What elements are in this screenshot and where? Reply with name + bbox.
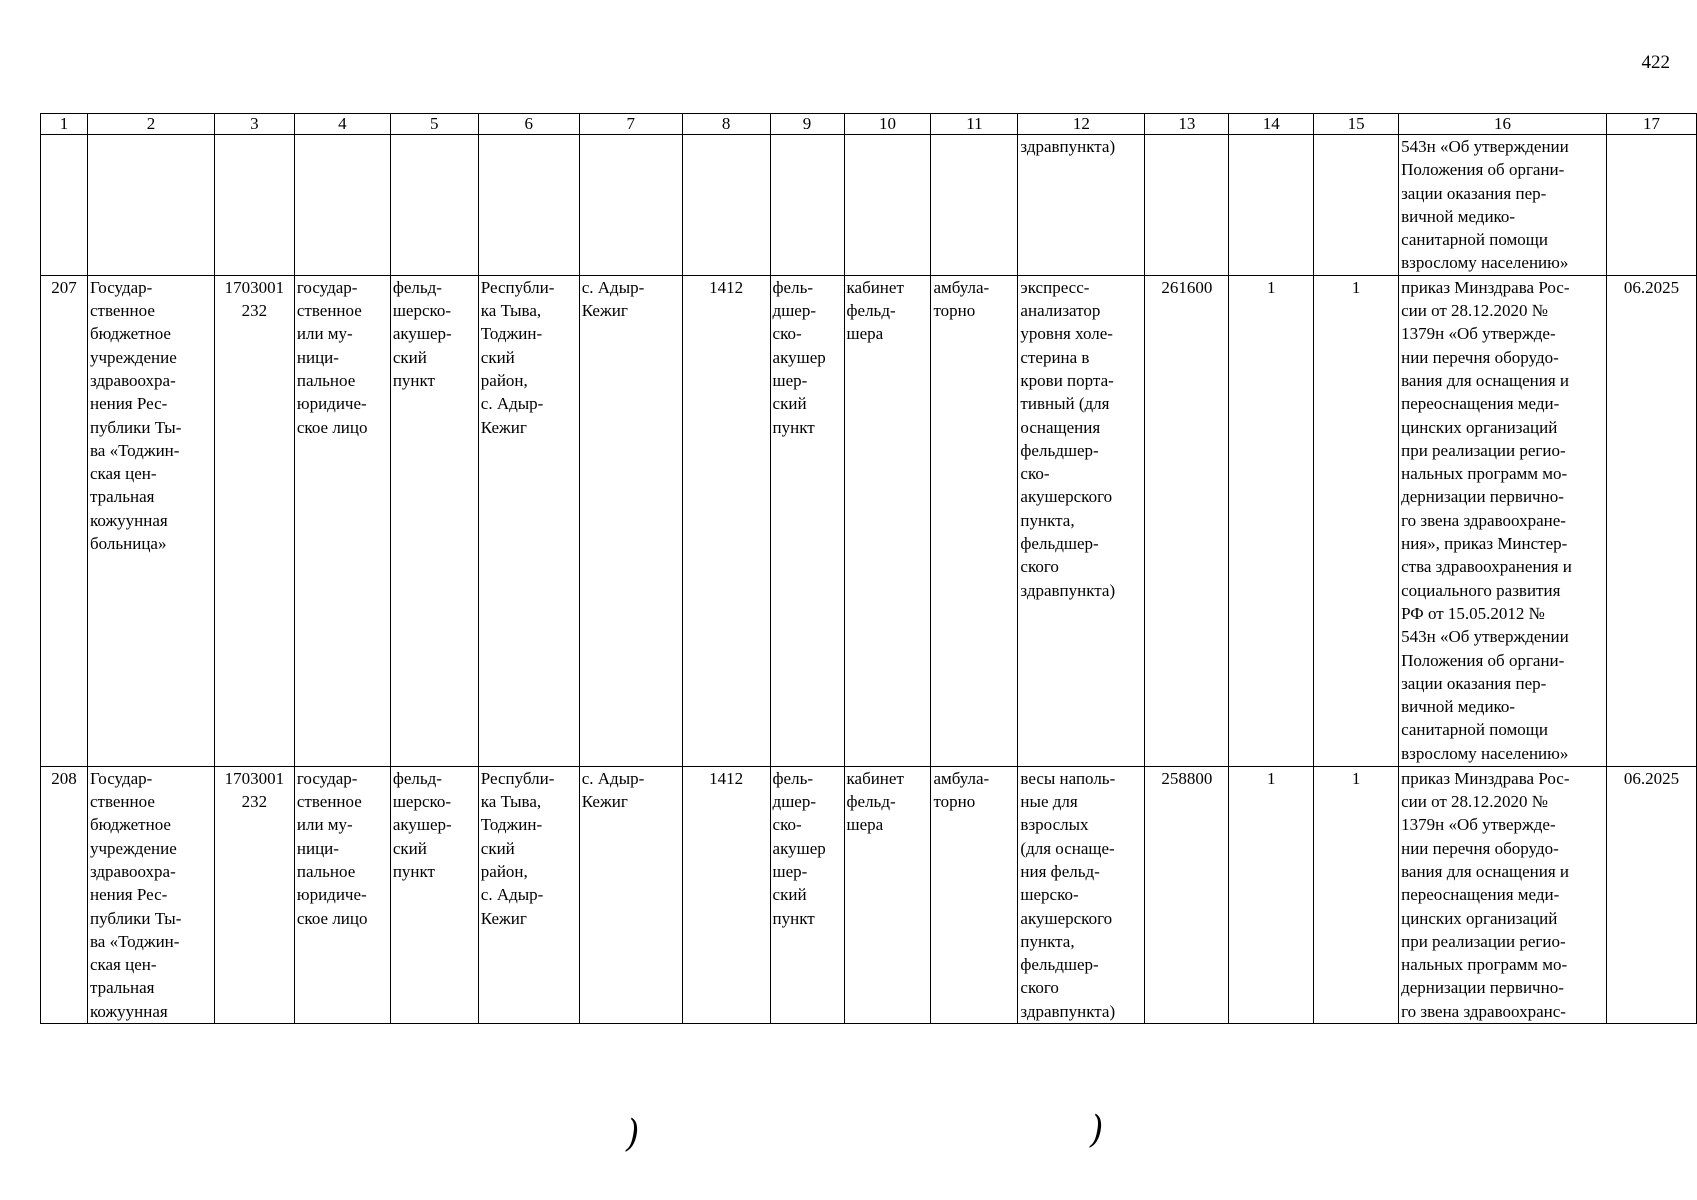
column-number: 17	[1606, 114, 1696, 135]
column-number: 16	[1399, 114, 1607, 135]
column-number: 10	[844, 114, 931, 135]
care-type-cell: амбула- торно	[931, 766, 1018, 1023]
legal-form-cell: государ- ственное или му- ници- пальное юридиче- ское лицо	[294, 275, 390, 766]
row-number-cell: 207	[41, 275, 88, 766]
column-number: 6	[478, 114, 579, 135]
room-cell: кабинет фельд- шера	[844, 275, 931, 766]
quantity-cell: 1	[1229, 766, 1314, 1023]
unit-cell: фель- дшер- ско- акушер шер- ский пункт	[770, 766, 844, 1023]
page-number: 422	[1641, 52, 1670, 73]
legal-form-cell: государ- ственное или му- ници- пальное юридиче- ское лицо	[294, 766, 390, 1023]
organization-cell: Государ- ственное бюджетное учреждение здравоохра- нения Рес- публики Ты- ва «Тоджин- ская цен- тральная кожуунная больница»	[87, 275, 214, 766]
table-row	[41, 275, 1697, 766]
equipment-cell: здравпункта)	[1018, 135, 1145, 276]
continuation-row	[41, 135, 1697, 276]
address-cell: Республи- ка Тыва, Тоджин- ский район, с. Адыр- Кежиг	[478, 275, 579, 766]
scan-mark: )	[1090, 1108, 1104, 1152]
legal-basis-cell: 543н «Об утверждении Положения об органи- зации оказания пер- вичной медико- санитарной помощи взрослому населению»	[1399, 135, 1607, 276]
column-number: 7	[579, 114, 682, 135]
column-number: 1	[41, 114, 88, 135]
price-cell: 258800	[1145, 766, 1229, 1023]
column-number: 8	[682, 114, 770, 135]
locality-cell: с. Адыр- Кежиг	[579, 275, 682, 766]
column-number: 5	[390, 114, 478, 135]
organization-cell: Государ- ственное бюджетное учреждение здравоохра- нения Рес- публики Ты- ва «Тоджин- ская цен- тральная кожуунная	[87, 766, 214, 1023]
locality-cell: с. Адыр- Кежиг	[579, 766, 682, 1023]
column-number: 9	[770, 114, 844, 135]
table-row	[41, 766, 1697, 1023]
care-type-cell: амбула- торно	[931, 275, 1018, 766]
column-8-cell: 1412	[682, 766, 770, 1023]
address-cell: Республи- ка Тыва, Тоджин- ский район, с. Адыр- Кежиг	[478, 766, 579, 1023]
column-number: 3	[214, 114, 294, 135]
quantity-cell: 1	[1314, 766, 1399, 1023]
date-cell: 06.2025	[1606, 766, 1696, 1023]
column-number: 12	[1018, 114, 1145, 135]
room-cell: кабинет фельд- шера	[844, 766, 931, 1023]
code-cell: 1703001 232	[214, 275, 294, 766]
column-number-row	[41, 114, 1697, 135]
equipment-cell: экспресс- анализатор уровня холе- стерина в крови порта- тивный (для оснащения фельдшер- ско- акушерского пункта, фельдшер- ского здравпункта)	[1018, 275, 1145, 766]
column-number: 13	[1145, 114, 1229, 135]
price-cell: 261600	[1145, 275, 1229, 766]
equipment-table-container	[40, 113, 1697, 1024]
code-cell: 1703001 232	[214, 766, 294, 1023]
column-number: 11	[931, 114, 1018, 135]
legal-basis-cell: приказ Минздрава Рос- сии от 28.12.2020 № 1379н «Об утвержде- нии перечня оборудо- вания для оснащения и переоснащения меди- цинских организаций при реализации регио- нальных программ мо- дернизации первично- го звена здравоохранс-	[1399, 766, 1607, 1023]
row-number-cell: 208	[41, 766, 88, 1023]
column-number: 15	[1314, 114, 1399, 135]
legal-basis-cell: приказ Минздрава Рос- сии от 28.12.2020 № 1379н «Об утвержде- нии перечня оборудо- вания для оснащения и переоснащения меди- цинских организаций при реализации регио- нальных программ мо- дернизации первично- го звена здравоохране- ния», приказ Минстер- ства здравоохранения и социального развития РФ от 15.05.2012 № 543н «Об утверждении Положения об органи- зации оказания пер- вичной медико- санитарной помощи взрослому населению»	[1399, 275, 1607, 766]
quantity-cell: 1	[1229, 275, 1314, 766]
quantity-cell: 1	[1314, 275, 1399, 766]
date-cell: 06.2025	[1606, 275, 1696, 766]
unit-cell: фель- дшер- ско- акушер шер- ский пункт	[770, 275, 844, 766]
column-number: 2	[87, 114, 214, 135]
equipment-cell: весы наполь- ные для взрослых (для оснаще- ния фельд- шерско- акушерского пункта, фельдшер- ского здравпункта)	[1018, 766, 1145, 1023]
column-8-cell: 1412	[682, 275, 770, 766]
column-number: 4	[294, 114, 390, 135]
scan-mark: )	[626, 1112, 640, 1156]
facility-type-cell: фельд- шерско- акушер- ский пункт	[390, 766, 478, 1023]
column-number: 14	[1229, 114, 1314, 135]
facility-type-cell: фельд- шерско- акушер- ский пункт	[390, 275, 478, 766]
equipment-table	[40, 113, 1697, 1024]
